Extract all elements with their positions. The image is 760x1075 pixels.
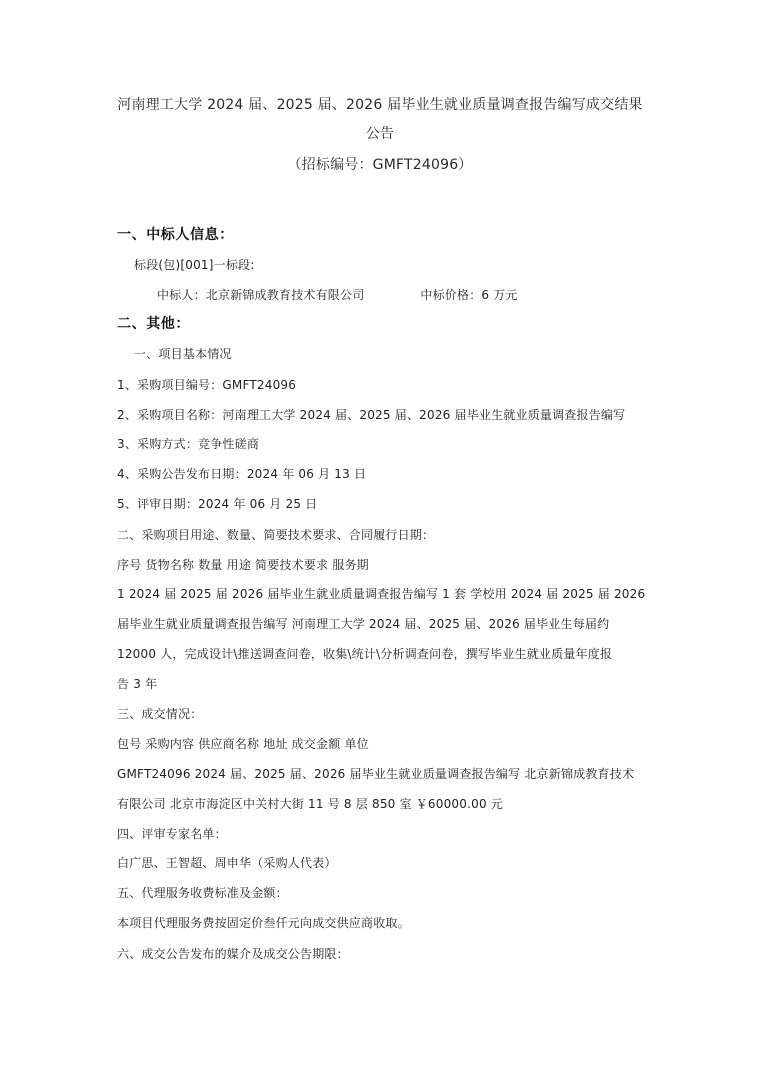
tender-number: （招标编号：GMFT24096） (287, 157, 473, 173)
goods-row-line: 告 3 年 (117, 677, 158, 691)
goods-row-line: 届毕业生就业质量调查报告编写 河南理工大学 2024 届、2025 届、2026 届毕业生每届约 (117, 617, 610, 631)
item-announcement-date: 4、采购公告发布日期：2024 年 06 月 13 日 (117, 467, 367, 481)
lot-label: 标段(包)[001]一标段: (134, 258, 255, 272)
item-procurement-method: 3、采购方式：竞争性磋商 (117, 437, 260, 451)
sub-heading-deal: 三、成交情况： (117, 707, 203, 721)
winning-price: 中标价格：6 万元 (420, 288, 518, 302)
winner-info-row (157, 287, 518, 303)
goods-row-line: 1 2024 届 2025 届 2026 届毕业生就业质量调查报告编写 1 套 学校用 2024 届 2025 届 2026 (117, 587, 646, 601)
sub-heading-basic-info: 一、项目基本情况 (134, 347, 232, 361)
sub-heading-fee: 五、代理服务收费标准及金额： (117, 886, 288, 900)
item-review-date: 5、评审日期：2024 年 06 月 25 日 (117, 497, 318, 511)
item-project-number: 1、采购项目编号：GMFT24096 (117, 378, 297, 392)
winner-name: 中标人：北京新锦成教育技术有限公司 (157, 288, 365, 302)
deal-row-line: GMFT24096 2024 届、2025 届、2026 届毕业生就业质量调查报告编写 北京新锦成教育技术 (117, 767, 635, 781)
fee-text: 本项目代理服务费按固定价叁仟元向成交供应商收取。 (117, 916, 410, 930)
goods-row-line: 12000 人，完成设计\推送调查问卷，收集\统计\分析调查问卷，撰写毕业生就业质量年度报 (117, 647, 613, 661)
deal-row-line: 有限公司 北京市海淀区中关村大街 11 号 8 层 850 室 ￥60000.00 元 (117, 797, 503, 811)
section-winner-heading: 一、中标人信息： (117, 227, 234, 243)
document-title-line1: 河南理工大学 2024 届、2025 届、2026 届毕业生就业质量调查报告编写成交结果 (117, 97, 643, 113)
sub-heading-experts: 四、评审专家名单： (117, 827, 227, 841)
sub-heading-media: 六、成交公告发布的媒介及成交公告期限： (117, 947, 349, 961)
expert-list: 白广思、王智超、周申华（采购人代表） (117, 856, 337, 870)
sub-heading-usage: 二、采购项目用途、数量、简要技术要求、合同履行日期： (117, 528, 435, 542)
goods-table-header: 序号 货物名称 数量 用途 简要技术要求 服务期 (117, 558, 369, 572)
section-other-heading: 二、其他： (117, 316, 190, 332)
item-project-name: 2、采购项目名称：河南理工大学 2024 届、2025 届、2026 届毕业生就业质量调查报告编写 (117, 408, 626, 422)
deal-table-header: 包号 采购内容 供应商名称 地址 成交金额 单位 (117, 737, 369, 751)
document-title-line2: 公告 (365, 126, 395, 142)
